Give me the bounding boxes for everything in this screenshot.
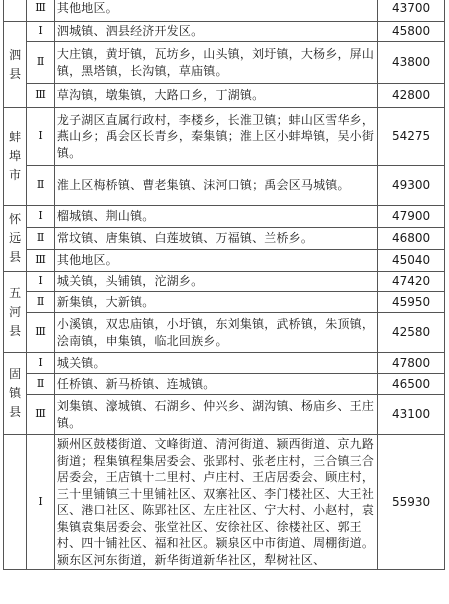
areas-cell: 其他地区。 [54,250,377,272]
wage-cell: 55930 [378,435,445,570]
table-row [4,166,445,206]
wage-cell: 47800 [378,353,445,374]
city-name: 蚌 埠 市 [9,130,22,182]
level-cell: Ⅱ [27,42,55,84]
level-cell: Ⅲ [27,84,55,108]
wage-cell: 43100 [378,395,445,435]
level-cell: Ⅲ [27,250,55,272]
wage-cell: 42800 [378,84,445,108]
level-cell: Ⅱ [27,374,55,395]
table-row [4,435,445,570]
wage-cell: 45040 [378,250,445,272]
table-row [4,353,445,374]
table-row [4,250,445,272]
level-cell: Ⅰ [27,206,55,228]
areas-cell: 泗城镇、泗县经济开发区。 [54,22,377,42]
city-cell-wuhe [4,272,27,353]
areas-cell: 城关镇，头铺镇，沱湖乡。 [54,272,377,292]
wage-cell: 42580 [378,313,445,353]
city-cell [4,435,27,570]
city-cell [4,0,27,22]
table-row [4,374,445,395]
level-cell: Ⅲ [27,0,55,22]
areas-cell: 任桥镇、新马桥镇、连城镇。 [54,374,377,395]
city-cell-bengbu [4,108,27,206]
areas-cell: 城关镇。 [54,353,377,374]
wage-cell: 46500 [378,374,445,395]
areas-cell: 刘集镇、濠城镇、石湖乡、仲兴乡、湖沟镇、杨庙乡、王庄镇。 [54,395,377,435]
level-cell: Ⅱ [27,292,55,313]
table-row [4,84,445,108]
wage-cell: 54275 [378,108,445,166]
wage-cell: 45950 [378,292,445,313]
level-cell: Ⅰ [27,22,55,42]
table-row [4,313,445,353]
table-row [4,272,445,292]
wage-cell: 45800 [378,22,445,42]
level-cell: Ⅰ [27,435,55,570]
wage-cell: 47420 [378,272,445,292]
level-cell: Ⅲ [27,395,55,435]
table-row [4,108,445,166]
areas-cell: 新集镇，大新镇。 [54,292,377,313]
areas-cell: 小溪镇，双忠庙镇，小圩镇，东刘集镇，武桥镇，朱顶镇，浍南镇，申集镇，临北回族乡。 [54,313,377,353]
areas-cell: 大庄镇，黄圩镇，瓦坊乡，山头镇，刘圩镇，大杨乡，屏山镇，黑塔镇，长沟镇，草庙镇。 [54,42,377,84]
level-cell: Ⅰ [27,272,55,292]
table-row [4,292,445,313]
table-row [4,395,445,435]
areas-cell: 龙子湖区直属行政村，李楼乡，长淮卫镇；蚌山区雪华乡，燕山乡；禹会区长青乡，秦集镇；淮上区小蚌埠镇，吴小街镇。 [54,108,377,166]
areas-cell: 淮上区梅桥镇、曹老集镇、沫河口镇；禹会区马城镇。 [54,166,377,206]
level-cell: Ⅲ [27,313,55,353]
wage-cell: 47900 [378,206,445,228]
level-cell: Ⅱ [27,228,55,250]
areas-cell: 常坟镇、唐集镇、白莲坡镇、万福镇、兰桥乡。 [54,228,377,250]
table-row [4,206,445,228]
wage-standard-table [3,0,445,570]
level-cell: Ⅰ [27,353,55,374]
table-row [4,42,445,84]
areas-cell: 草沟镇，墩集镇，大路口乡，丁湖镇。 [54,84,377,108]
city-cell-guzhen [4,353,27,435]
city-name: 五 河 县 [9,285,22,338]
areas-cell: 其他地区。 [54,0,377,22]
city-name: 固 镇 县 [9,367,22,419]
level-cell: Ⅱ [27,166,55,206]
wage-cell: 49300 [378,166,445,206]
wage-cell: 46800 [378,228,445,250]
table-row [4,228,445,250]
areas-cell: 榴城镇、荆山镇。 [54,206,377,228]
city-cell-sixian [4,22,27,108]
table-row [4,0,445,22]
wage-cell: 43800 [378,42,445,84]
city-cell-huaiyuan [4,206,27,272]
table-row [4,22,445,42]
wage-cell: 43700 [378,0,445,22]
areas-cell: 颍州区鼓楼街道、文峰街道、清河街道、颍西街道、京九路街道；程集镇程集居委会、张郢村、张老庄村，三合镇三合居委会，王店镇十二里村、卢庄村、王店居委会、顾庄村，三十里铺镇三十里铺社区、双寨社区、李门楼社区、大王社区、港口社区、陈郢社区、左庄社区、宁大村、小赵村，袁集镇袁集居委会、张堂社区、安徐社区、徐楼社区、郭王村、四十铺社区、福和社区。颍泉区中市街道、周棚街道。颍东区河东街道，新华街道新华社区，犁树社区、 [54,435,377,570]
city-name: 怀 远 县 [9,212,22,264]
level-cell: Ⅰ [27,108,55,166]
city-name: 泗 县 [9,47,22,81]
